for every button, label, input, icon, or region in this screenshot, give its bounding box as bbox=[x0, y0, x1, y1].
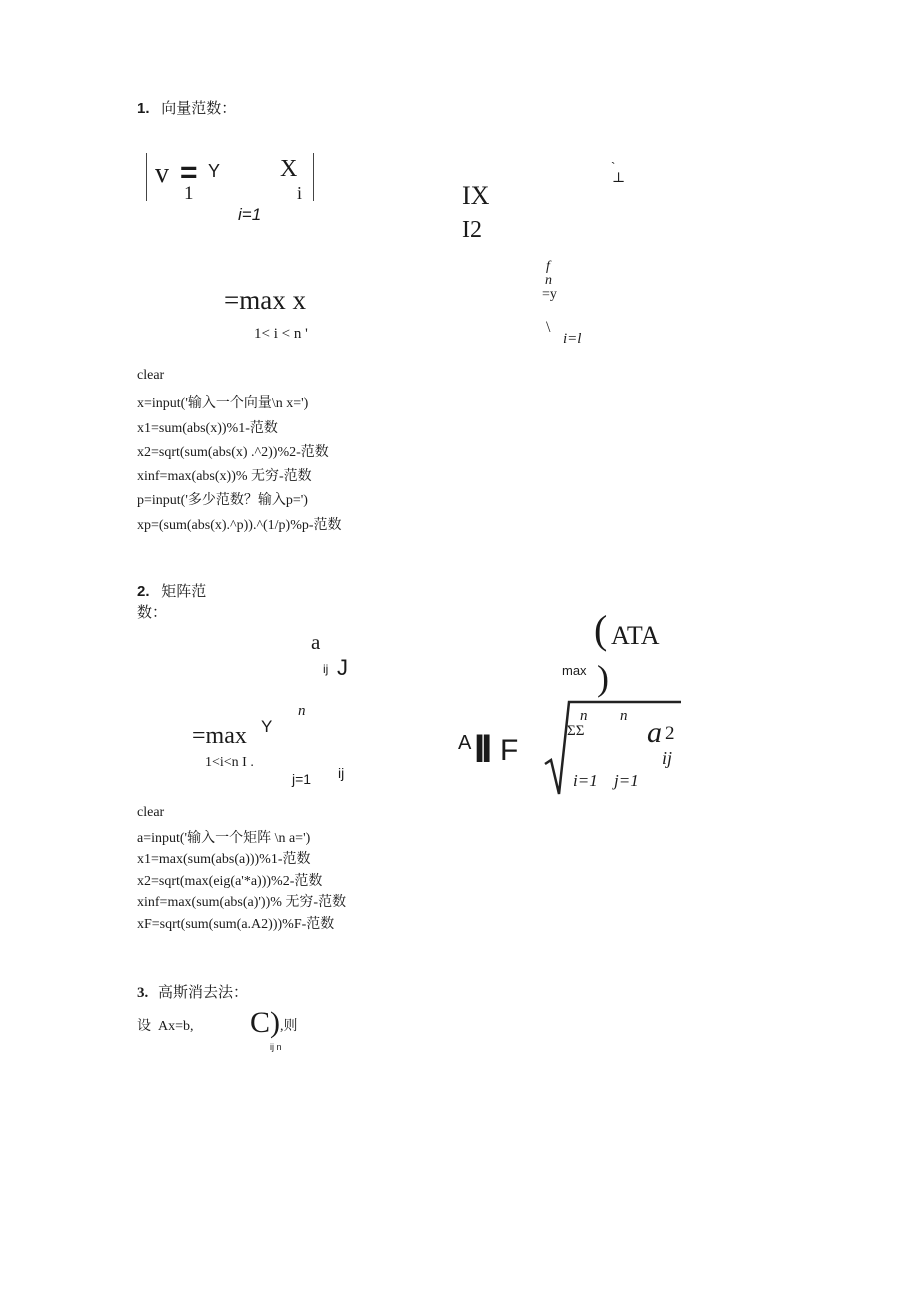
gauss-big-c: C) bbox=[250, 1006, 280, 1039]
f1-lower-limit: i=1 bbox=[238, 205, 262, 224]
f2-perp: ⊥ bbox=[612, 171, 626, 186]
f3-eqmax: =max x bbox=[224, 285, 306, 315]
gauss-then: ,则 bbox=[280, 1019, 298, 1034]
m3-ata-text: ATA bbox=[611, 621, 660, 650]
code-block-2 bbox=[137, 805, 346, 935]
m3-ata bbox=[611, 623, 659, 649]
section-2-title-cont: 数： bbox=[137, 605, 168, 621]
mf-a: a bbox=[647, 716, 662, 749]
section-2-title: 矩阵范 bbox=[161, 584, 207, 600]
mf-j1: j=1 bbox=[614, 771, 639, 790]
section-3-title: 高斯消去法： bbox=[158, 985, 249, 1001]
f2-tick: ` bbox=[611, 159, 616, 174]
norm-bar-left bbox=[146, 153, 147, 201]
f1-eq: = bbox=[180, 156, 198, 189]
section-1-heading bbox=[137, 101, 236, 117]
code-line: xF=sqrt(sum(sum(a.A2)))%F-范数 bbox=[137, 916, 335, 932]
mf-A: A bbox=[458, 732, 472, 754]
mf-bars: II bbox=[474, 727, 489, 771]
code-line: x2=sqrt(sum(abs(x) .^2))%2-范数 bbox=[137, 444, 329, 460]
mf-i1: i=1 bbox=[573, 771, 598, 790]
f1-sum-glyph: Y bbox=[208, 161, 221, 181]
f1-one: 1 bbox=[184, 183, 194, 204]
code-line: xp=(sum(abs(x).^p)).^(1/p)%p-范数 bbox=[137, 517, 342, 533]
mf-ij: ij bbox=[662, 748, 673, 768]
section-1-title: 向量范数： bbox=[161, 101, 237, 117]
f1-x: X bbox=[280, 156, 298, 182]
f4-lower-limit: i=l bbox=[563, 331, 582, 347]
m1-ij: ij bbox=[323, 662, 329, 676]
section-1-number: 1. bbox=[137, 100, 150, 117]
f2-ix: IX bbox=[462, 181, 490, 210]
section-3-heading bbox=[137, 986, 248, 1001]
code-line: x2=sqrt(max(eig(a'*a)))%2-范数 bbox=[137, 873, 323, 889]
code-line: a=input('输入一个矩阵 \n a=') bbox=[137, 830, 311, 846]
code-line: x=input('输入一个向量\n x=') bbox=[137, 396, 309, 412]
mf-n2: n bbox=[620, 708, 628, 724]
gauss-intro-text: 设 Ax=b, bbox=[137, 1019, 194, 1034]
section-2-heading bbox=[137, 584, 206, 600]
m3-lparen: ( bbox=[594, 607, 608, 652]
f1-lhs: v bbox=[155, 158, 169, 189]
f4-backslash: \ bbox=[546, 319, 551, 336]
m2-eqmax: =max bbox=[192, 723, 247, 749]
f4-f: f bbox=[546, 259, 550, 274]
code-block-1 bbox=[137, 368, 342, 538]
mf-F: F bbox=[500, 734, 519, 767]
f4-y: =y bbox=[542, 287, 557, 302]
f2-i2: I2 bbox=[462, 217, 482, 243]
mf-n1: n bbox=[580, 708, 588, 724]
f3-subscript: 1< i < n ' bbox=[254, 326, 308, 342]
norm-bar-right bbox=[313, 153, 314, 201]
code-line: clear bbox=[137, 805, 165, 820]
m2-sum-glyph: Y bbox=[261, 717, 273, 736]
code-line: xinf=max(sum(abs(a)'))% 无穷-范数 bbox=[137, 895, 347, 911]
f4-n: n bbox=[545, 273, 552, 288]
m2-j1: j=1 bbox=[292, 771, 312, 787]
code-line: clear bbox=[137, 368, 165, 383]
code-line: p=input('多少范数？输入p=') bbox=[137, 493, 308, 509]
code-line: x1=max(sum(abs(a)))%1-范数 bbox=[137, 852, 311, 868]
m1-paren: J bbox=[337, 655, 348, 680]
m2-n: n bbox=[298, 703, 306, 719]
m3-rparen: ) bbox=[597, 658, 609, 698]
mf-sigma: ΣΣ bbox=[567, 723, 585, 739]
mf-two: 2 bbox=[665, 723, 675, 744]
m2-subscript: 1<i<n I . bbox=[205, 755, 254, 770]
section-2-number: 2. bbox=[137, 583, 150, 600]
gauss-subscript: ij n bbox=[270, 1042, 282, 1052]
m3-max: max bbox=[562, 663, 587, 678]
f1-xi: i bbox=[297, 183, 303, 203]
m1-a: a bbox=[311, 630, 321, 654]
section-3-number: 3. bbox=[137, 985, 149, 1001]
code-line: x1=sum(abs(x))%1-范数 bbox=[137, 420, 278, 436]
code-line: xinf=max(abs(x))% 无穷-范数 bbox=[137, 469, 312, 485]
m2-ij: ij bbox=[338, 765, 345, 781]
